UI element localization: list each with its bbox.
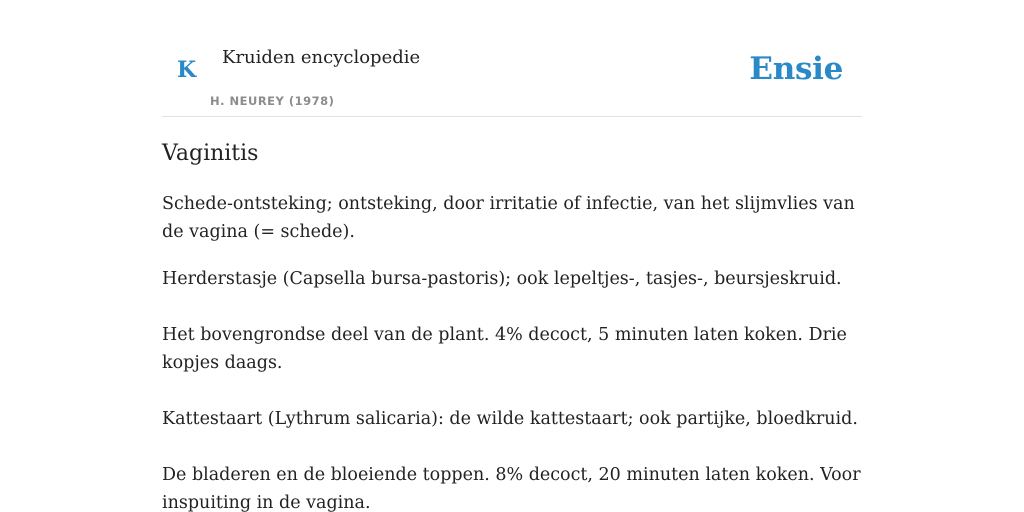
entry-content — [162, 138, 862, 512]
entry-paragraph: Herderstasje (Capsella bursa-pastoris); ook lepeltjes-, tasjes-, beursjeskruid. — [162, 269, 842, 289]
book-logo[interactable]: K — [177, 57, 197, 83]
entry-paragraph: Het bovengrondse deel van de plant. 4% decoct, 5 minuten laten koken. Drie kopjes daags. — [162, 325, 847, 373]
page-header — [162, 0, 862, 117]
book-title[interactable]: Kruiden encyclopedie — [222, 47, 421, 68]
entry-definition: Schede-ontsteking; ontsteking, door irritatie of infectie, van het slijmvlies van de vagina (= schede). — [162, 194, 855, 242]
entry-paragraph: Kattestaart (Lythrum salicaria): de wilde kattestaart; ook partijke, bloedkruid. — [162, 409, 858, 429]
book-author: H. NEUREY (1978) — [210, 94, 335, 108]
brand-logo[interactable]: Ensie — [749, 51, 843, 87]
entry-paragraph: De bladeren en de bloeiende toppen. 8% decoct, 20 minuten laten koken. Voor inspuiting in de vagina. — [162, 465, 861, 512]
entry-title: Vaginitis — [162, 141, 259, 166]
